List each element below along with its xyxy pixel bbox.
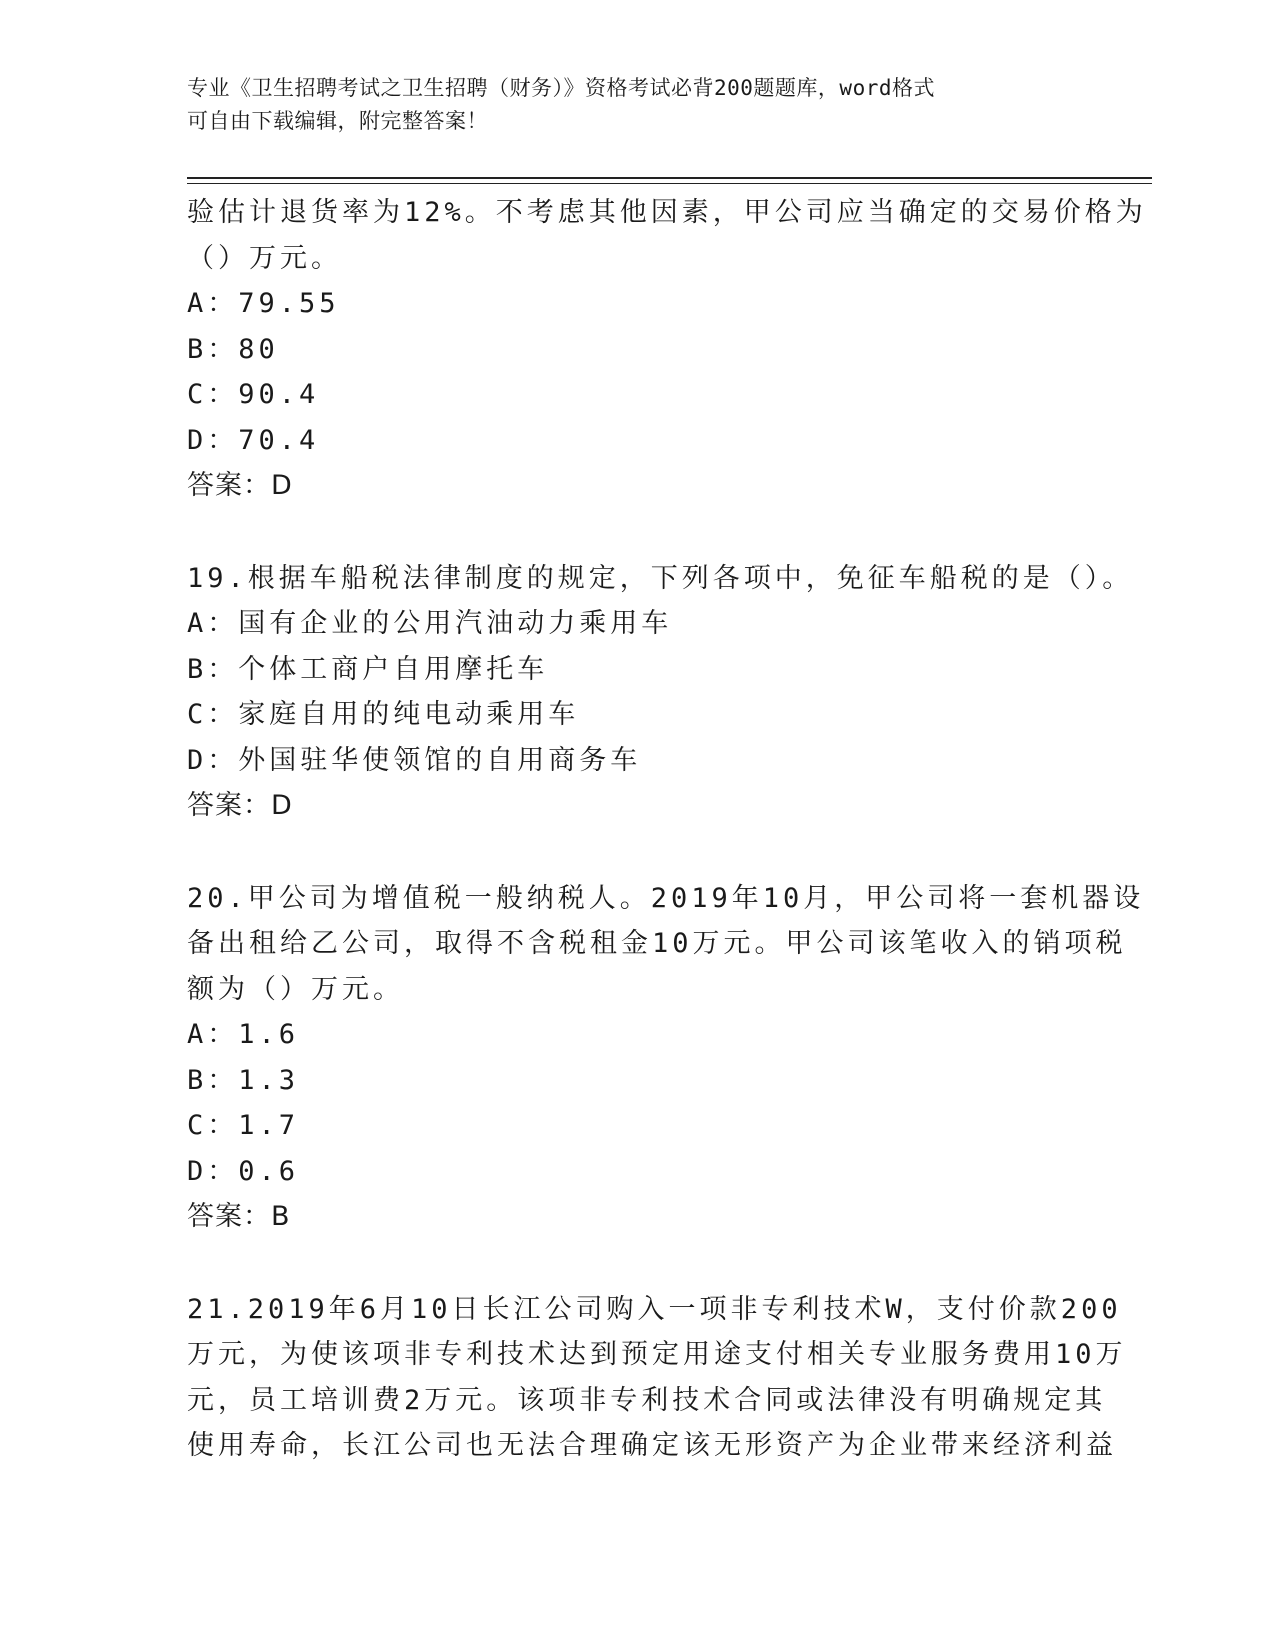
option-c: C：1.7 <box>187 1110 300 1141</box>
option-b: B：1.3 <box>187 1064 300 1096</box>
answer-line: 答案：D <box>187 790 293 821</box>
header-title-line-1: 专业《卫生招聘考试之卫生招聘（财务）》资格考试必背200题题库，word格式 <box>187 76 935 100</box>
answer-line: 答案：D <box>187 470 293 501</box>
question-stem-line: （）万元。 <box>187 242 342 274</box>
option-c: C：90.4 <box>187 379 320 410</box>
question-block-21 <box>187 1287 1127 1469</box>
option-c: C：家庭自用的纯电动乘用车 <box>187 699 580 730</box>
question-block-19 <box>187 556 1134 829</box>
document-body <box>187 190 1147 1469</box>
question-stem-line: 使用寿命，长江公司也无法合理确定该无形资产为企业带来经济利益 <box>187 1430 1117 1461</box>
option-b: B：80 <box>187 333 279 365</box>
spacer <box>187 829 1107 876</box>
option-a: A：1.6 <box>187 1019 300 1050</box>
answer-line: 答案：B <box>187 1201 291 1232</box>
option-d: D：外国驻华使领馆的自用商务车 <box>187 744 642 776</box>
header-divider-thick <box>187 177 1152 179</box>
option-d: D：70.4 <box>187 424 320 456</box>
question-stem-line: 元，员工培训费2万元。该项非专利技术合同或法律没有明确规定其 <box>187 1384 1107 1416</box>
spacer <box>187 509 1107 556</box>
option-a: A：79.55 <box>187 288 340 319</box>
option-a: A：国有企业的公用汽油动力乘用车 <box>187 608 673 639</box>
question-block-20 <box>187 876 1145 1240</box>
document-header <box>187 72 1067 138</box>
option-b: B：个体工商户自用摩托车 <box>187 653 549 685</box>
question-block-prev <box>187 190 1147 509</box>
question-stem-line: 验估计退货率为12%。不考虑其他因素，甲公司应当确定的交易价格为 <box>187 197 1147 228</box>
question-stem-line: 万元，为使该项非专利技术达到预定用途支付相关专业服务费用10万 <box>187 1339 1127 1370</box>
question-stem-line: 备出租给乙公司，取得不含税租金10万元。甲公司该笔收入的销项税 <box>187 928 1127 959</box>
question-stem-line: 额为（）万元。 <box>187 973 404 1005</box>
option-d: D：0.6 <box>187 1155 300 1187</box>
question-stem-line: 21.2019年6月10日长江公司购入一项非专利技术W，支付价款200 <box>187 1293 1122 1325</box>
question-stem-line: 20.甲公司为增值税一般纳税人。2019年10月，甲公司将一套机器设 <box>187 882 1145 914</box>
header-title-line-2: 可自由下载编辑，附完整答案！ <box>187 109 488 133</box>
header-divider-thin <box>187 183 1152 184</box>
question-stem-line: 19.根据车船税法律制度的规定，下列各项中，免征车船税的是（）。 <box>187 562 1134 594</box>
spacer <box>187 1240 1107 1287</box>
